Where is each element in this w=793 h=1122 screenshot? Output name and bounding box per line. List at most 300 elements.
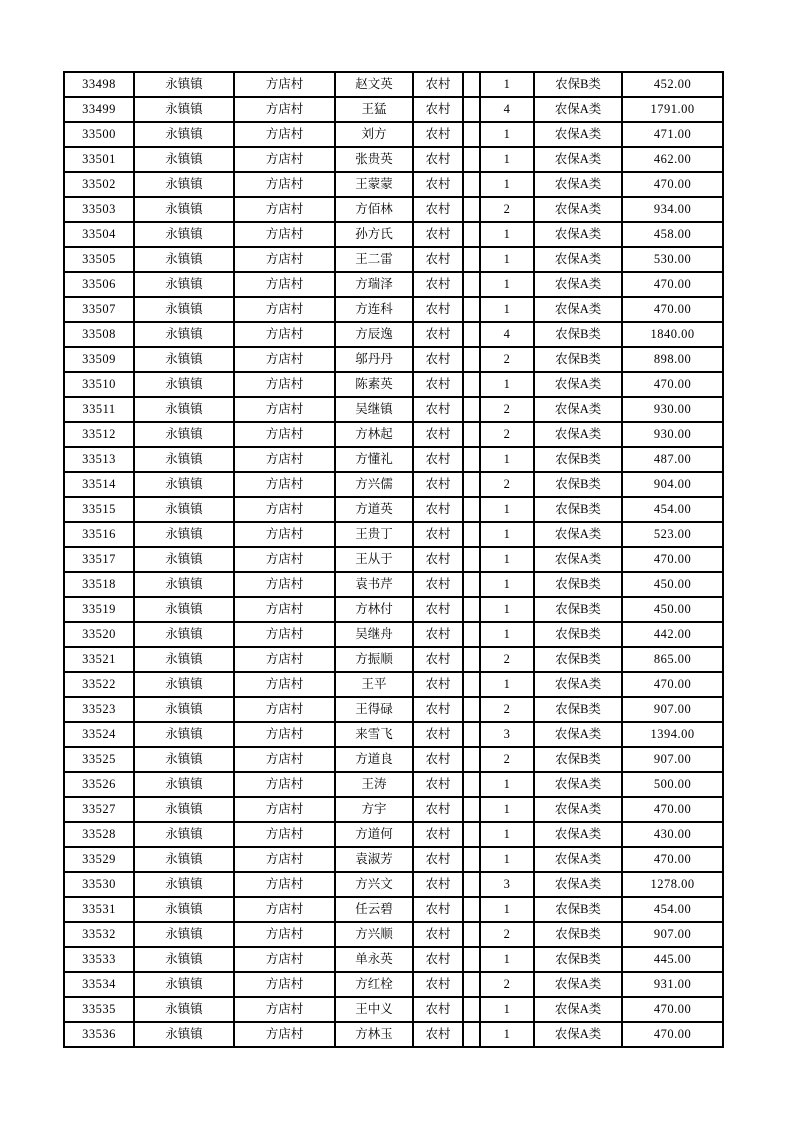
cell-residence-type: 农村 [413, 172, 463, 197]
column-spacer [463, 1022, 480, 1047]
cell-record-id: 33526 [64, 772, 134, 797]
table-row [64, 547, 723, 572]
column-spacer [463, 447, 480, 472]
cell-village: 方店村 [234, 197, 335, 222]
cell-residence-type: 农村 [413, 422, 463, 447]
cell-amount: 934.00 [622, 197, 723, 222]
table-row [64, 272, 723, 297]
cell-residence-type: 农村 [413, 797, 463, 822]
cell-town: 永镇镇 [134, 572, 234, 597]
cell-amount: 454.00 [622, 497, 723, 522]
cell-person-count: 2 [480, 347, 534, 372]
cell-village: 方店村 [234, 97, 335, 122]
cell-person-count: 2 [480, 422, 534, 447]
cell-record-id: 33504 [64, 222, 134, 247]
cell-residence-type: 农村 [413, 947, 463, 972]
cell-person-name: 方连科 [335, 297, 413, 322]
column-spacer [463, 797, 480, 822]
cell-insurance-category: 农保A类 [534, 422, 622, 447]
cell-residence-type: 农村 [413, 397, 463, 422]
cell-person-name: 王蒙蒙 [335, 172, 413, 197]
cell-village: 方店村 [234, 347, 335, 372]
cell-insurance-category: 农保A类 [534, 247, 622, 272]
table-row [64, 297, 723, 322]
cell-residence-type: 农村 [413, 272, 463, 297]
cell-insurance-category: 农保A类 [534, 172, 622, 197]
cell-record-id: 33506 [64, 272, 134, 297]
cell-insurance-category: 农保B类 [534, 697, 622, 722]
cell-insurance-category: 农保B类 [534, 472, 622, 497]
cell-person-count: 1 [480, 222, 534, 247]
cell-town: 永镇镇 [134, 897, 234, 922]
table-row [64, 947, 723, 972]
cell-amount: 450.00 [622, 597, 723, 622]
cell-person-name: 来雪飞 [335, 722, 413, 747]
cell-record-id: 33523 [64, 697, 134, 722]
cell-record-id: 33529 [64, 847, 134, 872]
cell-person-name: 王从于 [335, 547, 413, 572]
cell-residence-type: 农村 [413, 472, 463, 497]
column-spacer [463, 347, 480, 372]
cell-village: 方店村 [234, 247, 335, 272]
cell-person-name: 袁书芹 [335, 572, 413, 597]
cell-record-id: 33530 [64, 872, 134, 897]
cell-town: 永镇镇 [134, 522, 234, 547]
column-spacer [463, 422, 480, 447]
cell-person-name: 王二雷 [335, 247, 413, 272]
cell-person-count: 1 [480, 622, 534, 647]
cell-town: 永镇镇 [134, 72, 234, 97]
cell-town: 永镇镇 [134, 597, 234, 622]
cell-town: 永镇镇 [134, 922, 234, 947]
cell-insurance-category: 农保A类 [534, 872, 622, 897]
cell-insurance-category: 农保B类 [534, 447, 622, 472]
cell-record-id: 33507 [64, 297, 134, 322]
cell-residence-type: 农村 [413, 522, 463, 547]
cell-town: 永镇镇 [134, 822, 234, 847]
insurance-payment-table [63, 71, 724, 1048]
cell-person-name: 张贵英 [335, 147, 413, 172]
cell-person-count: 4 [480, 322, 534, 347]
column-spacer [463, 272, 480, 297]
cell-residence-type: 农村 [413, 197, 463, 222]
cell-person-count: 1 [480, 797, 534, 822]
table-row [64, 347, 723, 372]
cell-village: 方店村 [234, 772, 335, 797]
cell-amount: 470.00 [622, 297, 723, 322]
cell-person-count: 1 [480, 72, 534, 97]
cell-residence-type: 农村 [413, 122, 463, 147]
column-spacer [463, 747, 480, 772]
cell-person-count: 2 [480, 972, 534, 997]
cell-person-name: 赵文英 [335, 72, 413, 97]
cell-town: 永镇镇 [134, 247, 234, 272]
cell-town: 永镇镇 [134, 747, 234, 772]
cell-person-name: 方道英 [335, 497, 413, 522]
cell-record-id: 33515 [64, 497, 134, 522]
cell-amount: 470.00 [622, 1022, 723, 1047]
table-row [64, 147, 723, 172]
cell-amount: 470.00 [622, 997, 723, 1022]
column-spacer [463, 997, 480, 1022]
column-spacer [463, 497, 480, 522]
cell-person-count: 1 [480, 247, 534, 272]
cell-town: 永镇镇 [134, 347, 234, 372]
cell-town: 永镇镇 [134, 872, 234, 897]
cell-person-name: 方兴顺 [335, 922, 413, 947]
cell-insurance-category: 农保B类 [534, 747, 622, 772]
cell-amount: 1791.00 [622, 97, 723, 122]
cell-village: 方店村 [234, 922, 335, 947]
cell-residence-type: 农村 [413, 897, 463, 922]
cell-person-name: 方道良 [335, 747, 413, 772]
table-row [64, 97, 723, 122]
table-row [64, 372, 723, 397]
cell-residence-type: 农村 [413, 672, 463, 697]
cell-residence-type: 农村 [413, 772, 463, 797]
cell-residence-type: 农村 [413, 972, 463, 997]
cell-residence-type: 农村 [413, 447, 463, 472]
cell-village: 方店村 [234, 722, 335, 747]
table-row [64, 847, 723, 872]
column-spacer [463, 622, 480, 647]
cell-amount: 470.00 [622, 272, 723, 297]
cell-village: 方店村 [234, 147, 335, 172]
cell-person-name: 方宇 [335, 797, 413, 822]
cell-village: 方店村 [234, 72, 335, 97]
table-row [64, 1022, 723, 1047]
cell-town: 永镇镇 [134, 272, 234, 297]
cell-amount: 470.00 [622, 547, 723, 572]
table-row [64, 772, 723, 797]
cell-amount: 904.00 [622, 472, 723, 497]
cell-town: 永镇镇 [134, 697, 234, 722]
cell-residence-type: 农村 [413, 247, 463, 272]
cell-residence-type: 农村 [413, 997, 463, 1022]
cell-town: 永镇镇 [134, 797, 234, 822]
cell-amount: 452.00 [622, 72, 723, 97]
cell-insurance-category: 农保A类 [534, 822, 622, 847]
column-spacer [463, 972, 480, 997]
table-row [64, 72, 723, 97]
cell-amount: 471.00 [622, 122, 723, 147]
cell-person-count: 1 [480, 447, 534, 472]
cell-person-count: 1 [480, 522, 534, 547]
cell-person-name: 方辰逸 [335, 322, 413, 347]
cell-person-name: 任云碧 [335, 897, 413, 922]
table-row [64, 922, 723, 947]
cell-person-count: 2 [480, 747, 534, 772]
cell-insurance-category: 农保B类 [534, 922, 622, 947]
cell-insurance-category: 农保A类 [534, 372, 622, 397]
table-row [64, 797, 723, 822]
cell-person-name: 刘方 [335, 122, 413, 147]
column-spacer [463, 922, 480, 947]
table-row [64, 722, 723, 747]
cell-residence-type: 农村 [413, 747, 463, 772]
cell-insurance-category: 农保A类 [534, 122, 622, 147]
cell-record-id: 33498 [64, 72, 134, 97]
cell-person-count: 2 [480, 697, 534, 722]
cell-residence-type: 农村 [413, 97, 463, 122]
cell-person-count: 4 [480, 97, 534, 122]
cell-person-name: 单永英 [335, 947, 413, 972]
cell-village: 方店村 [234, 747, 335, 772]
column-spacer [463, 472, 480, 497]
column-spacer [463, 597, 480, 622]
cell-insurance-category: 农保A类 [534, 522, 622, 547]
cell-amount: 930.00 [622, 422, 723, 447]
cell-amount: 530.00 [622, 247, 723, 272]
cell-insurance-category: 农保B类 [534, 897, 622, 922]
cell-person-count: 1 [480, 822, 534, 847]
column-spacer [463, 172, 480, 197]
table-row [64, 247, 723, 272]
cell-person-name: 孙方氏 [335, 222, 413, 247]
cell-person-name: 方振顺 [335, 647, 413, 672]
cell-village: 方店村 [234, 297, 335, 322]
cell-insurance-category: 农保A类 [534, 197, 622, 222]
cell-person-count: 2 [480, 647, 534, 672]
table-row [64, 597, 723, 622]
table-row [64, 497, 723, 522]
cell-amount: 470.00 [622, 797, 723, 822]
cell-record-id: 33505 [64, 247, 134, 272]
table-row [64, 647, 723, 672]
cell-town: 永镇镇 [134, 947, 234, 972]
cell-person-name: 吴继镇 [335, 397, 413, 422]
cell-person-count: 1 [480, 947, 534, 972]
cell-insurance-category: 农保A类 [534, 797, 622, 822]
cell-record-id: 33508 [64, 322, 134, 347]
cell-person-count: 1 [480, 772, 534, 797]
cell-record-id: 33502 [64, 172, 134, 197]
cell-amount: 1840.00 [622, 322, 723, 347]
column-spacer [463, 122, 480, 147]
cell-insurance-category: 农保B类 [534, 647, 622, 672]
cell-town: 永镇镇 [134, 772, 234, 797]
cell-person-count: 1 [480, 897, 534, 922]
cell-town: 永镇镇 [134, 322, 234, 347]
cell-person-count: 1 [480, 497, 534, 522]
cell-town: 永镇镇 [134, 422, 234, 447]
cell-insurance-category: 农保A类 [534, 147, 622, 172]
cell-town: 永镇镇 [134, 122, 234, 147]
cell-residence-type: 农村 [413, 547, 463, 572]
cell-insurance-category: 农保A类 [534, 397, 622, 422]
table-row [64, 997, 723, 1022]
cell-insurance-category: 农保A类 [534, 297, 622, 322]
cell-record-id: 33511 [64, 397, 134, 422]
cell-insurance-category: 农保B类 [534, 72, 622, 97]
cell-residence-type: 农村 [413, 922, 463, 947]
column-spacer [463, 397, 480, 422]
cell-person-name: 方瑞泽 [335, 272, 413, 297]
cell-record-id: 33513 [64, 447, 134, 472]
cell-record-id: 33522 [64, 672, 134, 697]
column-spacer [463, 897, 480, 922]
cell-town: 永镇镇 [134, 1022, 234, 1047]
table-row [64, 172, 723, 197]
table-row [64, 622, 723, 647]
table-body [64, 72, 723, 1047]
cell-insurance-category: 农保B类 [534, 497, 622, 522]
cell-amount: 470.00 [622, 372, 723, 397]
cell-insurance-category: 农保B类 [534, 572, 622, 597]
cell-record-id: 33531 [64, 897, 134, 922]
cell-insurance-category: 农保A类 [534, 1022, 622, 1047]
table-row [64, 672, 723, 697]
cell-insurance-category: 农保B类 [534, 322, 622, 347]
cell-village: 方店村 [234, 872, 335, 897]
cell-person-name: 王中义 [335, 997, 413, 1022]
cell-record-id: 33521 [64, 647, 134, 672]
column-spacer [463, 547, 480, 572]
cell-person-count: 2 [480, 397, 534, 422]
cell-residence-type: 农村 [413, 322, 463, 347]
cell-record-id: 33503 [64, 197, 134, 222]
cell-amount: 1278.00 [622, 872, 723, 897]
cell-residence-type: 农村 [413, 1022, 463, 1047]
cell-insurance-category: 农保B类 [534, 947, 622, 972]
cell-amount: 462.00 [622, 147, 723, 172]
cell-amount: 907.00 [622, 697, 723, 722]
cell-residence-type: 农村 [413, 297, 463, 322]
table-row [64, 472, 723, 497]
cell-person-count: 1 [480, 597, 534, 622]
cell-residence-type: 农村 [413, 847, 463, 872]
cell-amount: 523.00 [622, 522, 723, 547]
cell-town: 永镇镇 [134, 647, 234, 672]
cell-village: 方店村 [234, 622, 335, 647]
cell-village: 方店村 [234, 847, 335, 872]
cell-amount: 865.00 [622, 647, 723, 672]
cell-insurance-category: 农保A类 [534, 672, 622, 697]
cell-village: 方店村 [234, 597, 335, 622]
cell-person-name: 陈素英 [335, 372, 413, 397]
cell-amount: 907.00 [622, 747, 723, 772]
cell-village: 方店村 [234, 522, 335, 547]
table-row [64, 972, 723, 997]
cell-residence-type: 农村 [413, 72, 463, 97]
cell-village: 方店村 [234, 822, 335, 847]
cell-amount: 487.00 [622, 447, 723, 472]
cell-town: 永镇镇 [134, 497, 234, 522]
table-row [64, 872, 723, 897]
cell-person-count: 2 [480, 197, 534, 222]
cell-record-id: 33520 [64, 622, 134, 647]
column-spacer [463, 872, 480, 897]
cell-town: 永镇镇 [134, 372, 234, 397]
cell-town: 永镇镇 [134, 622, 234, 647]
cell-record-id: 33534 [64, 972, 134, 997]
cell-person-count: 1 [480, 272, 534, 297]
cell-village: 方店村 [234, 397, 335, 422]
cell-residence-type: 农村 [413, 572, 463, 597]
cell-residence-type: 农村 [413, 497, 463, 522]
cell-residence-type: 农村 [413, 697, 463, 722]
cell-person-name: 方林付 [335, 597, 413, 622]
table-row [64, 422, 723, 447]
column-spacer [463, 147, 480, 172]
cell-insurance-category: 农保A类 [534, 847, 622, 872]
column-spacer [463, 947, 480, 972]
cell-insurance-category: 农保A类 [534, 272, 622, 297]
cell-record-id: 33514 [64, 472, 134, 497]
cell-town: 永镇镇 [134, 547, 234, 572]
cell-town: 永镇镇 [134, 172, 234, 197]
column-spacer [463, 822, 480, 847]
cell-record-id: 33535 [64, 997, 134, 1022]
column-spacer [463, 522, 480, 547]
cell-person-count: 1 [480, 372, 534, 397]
cell-amount: 1394.00 [622, 722, 723, 747]
cell-residence-type: 农村 [413, 372, 463, 397]
cell-person-name: 方林玉 [335, 1022, 413, 1047]
cell-record-id: 33527 [64, 797, 134, 822]
cell-amount: 931.00 [622, 972, 723, 997]
cell-person-count: 1 [480, 997, 534, 1022]
cell-residence-type: 农村 [413, 222, 463, 247]
cell-person-count: 3 [480, 872, 534, 897]
cell-town: 永镇镇 [134, 147, 234, 172]
cell-amount: 470.00 [622, 172, 723, 197]
cell-person-count: 3 [480, 722, 534, 747]
cell-amount: 442.00 [622, 622, 723, 647]
cell-village: 方店村 [234, 697, 335, 722]
cell-person-name: 方林起 [335, 422, 413, 447]
cell-record-id: 33518 [64, 572, 134, 597]
cell-amount: 470.00 [622, 672, 723, 697]
cell-person-name: 王涛 [335, 772, 413, 797]
cell-record-id: 33536 [64, 1022, 134, 1047]
column-spacer [463, 372, 480, 397]
table-row [64, 222, 723, 247]
cell-record-id: 33533 [64, 947, 134, 972]
cell-person-name: 王得碌 [335, 697, 413, 722]
cell-village: 方店村 [234, 572, 335, 597]
cell-insurance-category: 农保A类 [534, 972, 622, 997]
cell-person-name: 方道何 [335, 822, 413, 847]
cell-person-count: 2 [480, 922, 534, 947]
cell-village: 方店村 [234, 897, 335, 922]
cell-person-name: 王猛 [335, 97, 413, 122]
column-spacer [463, 222, 480, 247]
cell-person-count: 1 [480, 297, 534, 322]
cell-record-id: 33524 [64, 722, 134, 747]
cell-record-id: 33528 [64, 822, 134, 847]
cell-town: 永镇镇 [134, 97, 234, 122]
cell-amount: 907.00 [622, 922, 723, 947]
cell-town: 永镇镇 [134, 847, 234, 872]
table-row [64, 447, 723, 472]
cell-record-id: 33509 [64, 347, 134, 372]
cell-record-id: 33501 [64, 147, 134, 172]
cell-town: 永镇镇 [134, 997, 234, 1022]
cell-record-id: 33499 [64, 97, 134, 122]
cell-record-id: 33512 [64, 422, 134, 447]
cell-amount: 430.00 [622, 822, 723, 847]
cell-town: 永镇镇 [134, 722, 234, 747]
table-row [64, 197, 723, 222]
cell-town: 永镇镇 [134, 672, 234, 697]
cell-town: 永镇镇 [134, 447, 234, 472]
cell-village: 方店村 [234, 672, 335, 697]
table-row [64, 747, 723, 772]
cell-person-count: 1 [480, 147, 534, 172]
table-row [64, 522, 723, 547]
cell-village: 方店村 [234, 947, 335, 972]
